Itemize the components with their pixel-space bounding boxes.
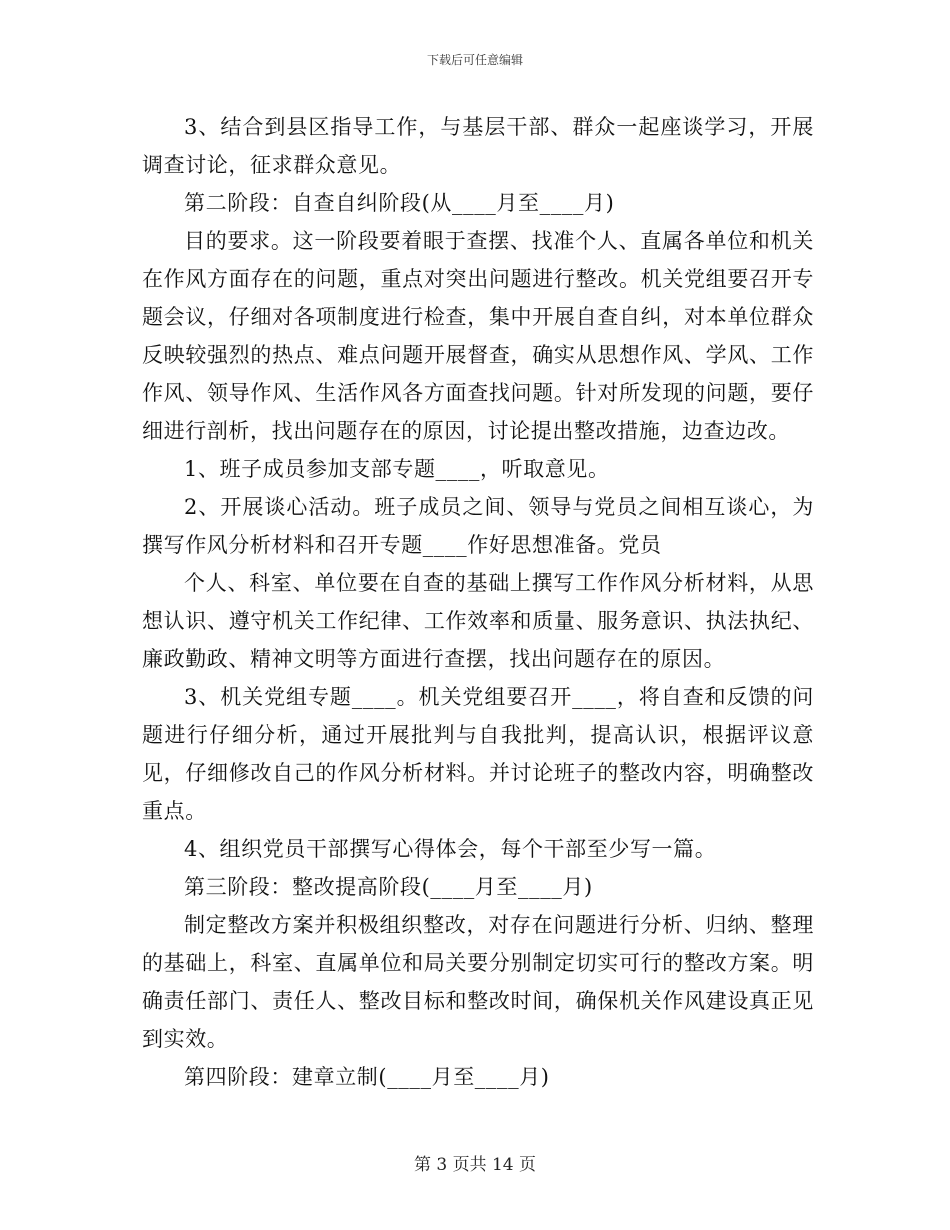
stage-three-heading: 第三阶段：整改提高阶段(____月至____月) [184,875,593,899]
paragraph-item-3b: 3、机关党组专题____。机关党组要召开____，将自查和反馈的问题进行仔细分析，通过开展批判与自我批判，提高认识，根据评议意见，仔细修改自己的作风分析材料。并讨论班子的整改内容，明确整改重点。 [142,685,814,823]
page-footer: 第 3 页共 14 页 [413,1155,537,1175]
paragraph-item-1: 1、班子成员参加支部专题____，听取意见。 [184,457,610,481]
stage-four-heading: 第四阶段：建章立制(____月至____月) [184,1065,550,1089]
paragraph-rectification-plan: 制定整改方案并积极组织整改，对存在问题进行分析、归纳、整理的基础上，科室、直属单位和局关要分别制定切实可行的整改方案。明确责任部门、责任人、整改目标和整改时间，确保机关作风建设真正见到实效。 [142,913,814,1051]
paragraph-personal-analysis: 个人、科室、单位要在自查的基础上撰写工作作风分析材料，从思想认识、遵守机关工作纪律、工作效率和质量、服务意识、执法执纪、廉政勤政、精神文明等方面进行查摆，找出问题存在的原因。 [142,571,814,671]
document-body [142,108,814,1096]
paragraph-goal-requirements: 目的要求。这一阶段要着眼于查摆、找准个人、直属各单位和机关在作风方面存在的问题，重点对突出问题进行整改。机关党组要召开专题会议，仔细对各项制度进行检查，集中开展自查自纠，对本单位群众反映较强烈的热点、难点问题开展督查，确实从思想作风、学风、工作作风、领导作风、生活作风各方面查找问题。针对所发现的问题，要仔细进行剖析，找出问题存在的原因，讨论提出整改措施，边查边改。 [142,229,814,443]
paragraph-item-3: 3、结合到县区指导工作，与基层干部、群众一起座谈学习，开展调查讨论，征求群众意见。 [142,115,814,177]
stage-two-heading: 第二阶段：自查自纠阶段(从____月至____月) [184,191,615,215]
paragraph-item-2: 2、开展谈心活动。班子成员之间、领导与党员之间相互谈心，为撰写作风分析材料和召开专题____作好思想准备。党员 [142,495,814,557]
page-header: 下载后可任意编辑 [426,53,523,67]
paragraph-item-4: 4、组织党员干部撰写心得体会，每个干部至少写一篇。 [184,837,717,861]
